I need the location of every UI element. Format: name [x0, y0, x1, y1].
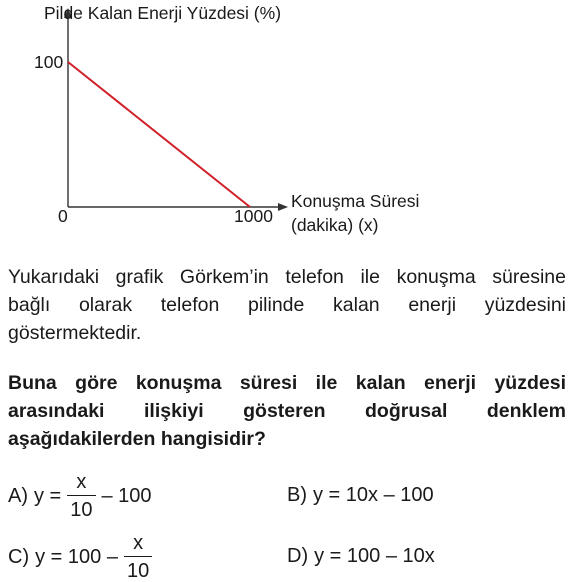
option-c-lhs: y = 100 – [35, 545, 118, 568]
series-line [68, 62, 250, 207]
problem-text-line: bağlı olarak telefon pilinde kalan enerji yüzdesini [8, 294, 566, 316]
chart [0, 0, 580, 250]
option-b-expr: y = 10x – 100 [313, 484, 434, 506]
option-a-fraction [67, 472, 95, 520]
option-d[interactable] [287, 545, 435, 568]
option-a[interactable] [8, 472, 152, 520]
x-axis-label: (dakika) (x) [291, 215, 379, 235]
y-axis-title: Pilde Kalan Enerji Yüzdesi (%) [44, 3, 282, 23]
x-tick-label: 1000 [234, 206, 273, 226]
option-a-numerator: x [76, 471, 87, 493]
x-axis-label: Konuşma Süresi [291, 191, 420, 211]
question-line: Buna göre konuşma süresi ile kalan enerji yüzdesi [8, 372, 566, 394]
question-line: arasındaki ilişkiyi gösteren doğrusal denklem [8, 400, 566, 422]
question-text [8, 369, 566, 453]
option-c-denominator: 10 [124, 556, 152, 581]
problem-text [8, 263, 566, 347]
option-b-label: B) [287, 484, 307, 506]
question-line: aşağıdakilerden hangisidir? [8, 428, 266, 450]
chart-labels [34, 3, 419, 235]
option-d-expr: y = 100 – 10x [314, 545, 435, 567]
chart-marks [68, 62, 250, 207]
option-a-tail: – 100 [101, 484, 152, 507]
option-c-numerator: x [133, 532, 144, 554]
x-axis-arrow [278, 203, 288, 211]
option-a-label: A) [8, 484, 28, 507]
chart-axes [64, 8, 288, 211]
problem-text-line: göstermektedir. [8, 322, 142, 344]
option-c-label: C) [8, 545, 30, 568]
x-tick-label: 0 [58, 206, 68, 226]
option-a-lhs: y = [34, 484, 62, 507]
y-tick-label: 100 [34, 52, 64, 72]
option-a-denominator: 10 [67, 495, 95, 520]
option-c-fraction [124, 533, 152, 581]
option-d-label: D) [287, 545, 309, 567]
option-c[interactable] [8, 533, 158, 581]
option-b[interactable] [287, 484, 434, 507]
problem-text-line: Yukarıdaki grafik Görkem’in telefon ile konuşma süresine [8, 266, 566, 288]
